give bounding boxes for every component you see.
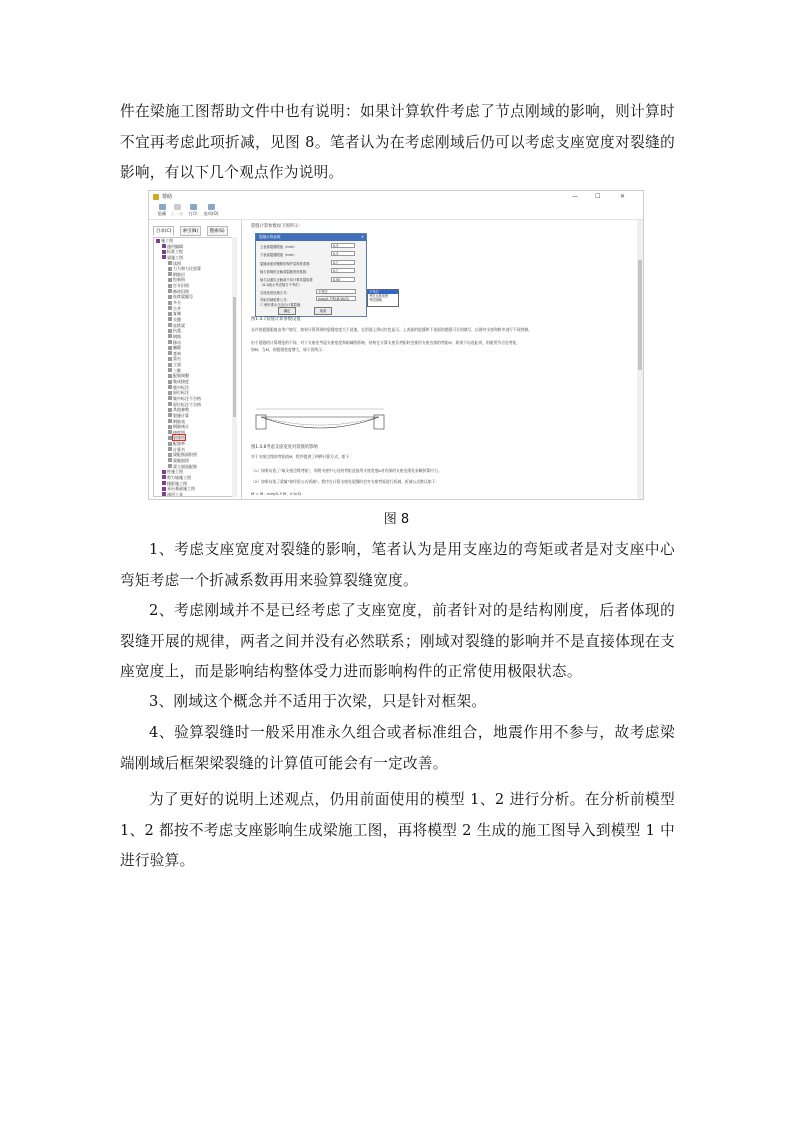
tree-item-label: 集成挠度 [173,379,189,385]
dialog-label: （0-0表示考虑轴力不考虑） [260,283,302,287]
navigation-pane [149,220,242,499]
page-icon [168,261,172,265]
book-icon [162,481,166,485]
dialog-label: 上表面裂缝限值（mm）： [260,245,298,249]
tree-item-label: 钢筋层 [173,271,185,277]
page-icon [168,289,172,293]
dialog-close-icon[interactable]: ✕ [360,235,364,239]
page-icon [168,425,172,429]
dialog-field[interactable]: 0.3 [331,251,355,256]
help-text: （1）如果勾选了"取支座边缘弯矩"，即将支座中心处的弯矩直接用支座宽度b对内部的支座边缘处求解折算内力。 [251,468,442,473]
quasi-permanent-checkbox[interactable]: ☐ 使用准永久组合计算裂缝 [260,303,301,307]
content-heading: 裂缝计算参数如下图所示： [251,224,303,229]
tree-item-label: 楼板施工图 [167,480,187,486]
close-icon[interactable]: ✕ [620,193,626,200]
help-app-icon [153,194,159,200]
dialog-field[interactable]: 0.7 [331,268,355,273]
book-icon [162,244,166,248]
dropdown-option[interactable]: 考虑支座宽度 [369,294,389,298]
page-icon [168,334,172,338]
formula-field[interactable]: max(0.7*M,M-Vb/3) [316,296,356,301]
tree-item-label: 裂缝图 [173,435,185,441]
tree-item-label: 读图 [173,260,181,266]
tree-item-label: 多分 [173,300,181,306]
book-icon [162,470,166,474]
print-icon [190,204,197,210]
page-icon [168,436,172,440]
contents-tree [153,237,233,497]
tree-item-label: 剪力墙施工图 [167,474,191,480]
page-icon [168,442,172,446]
page-icon [168,368,172,372]
tree-item-label: 原位标注不合格 [173,401,201,407]
dropdown-option[interactable]: 不考虑 [368,290,398,294]
dialog-field[interactable]: 0.50 [331,277,355,282]
tree-item-label: 挠度图 [173,429,185,435]
window-titlebar [149,191,643,203]
figure-note: 图1.4.8考虑支座宽度对裂缝的影响 [251,445,318,450]
dialog-label: 裂缝表面到钢筋的保护层厚度系数： [260,262,313,266]
help-text: （2）如果勾选了梁截"按经验公式折减"，程序在计算支座处裂缝时会对支座弯矩进行折减，折减公式默认如下： [251,479,440,484]
tree-item-label: 三维 [173,367,181,373]
hide-button[interactable]: 隐藏 [150,203,174,217]
tree-item-label: 立面 [173,362,181,368]
tree-item-label: 配筋调整 [173,373,189,379]
window-title: 帮助 [162,194,173,200]
dialog-field[interactable]: 0.3 [331,243,355,248]
tree-scrollbar-thumb[interactable] [233,297,236,417]
paragraph-3: 3、刚域这个概念并不适用于次梁，只是针对框架。 [149,693,487,710]
page-icon [168,374,172,378]
tree-item-label: 查询 [173,350,181,356]
paragraph-4: 4、验算裂缝时一般采用准永久组合或者标准组合，地震作用不参与，故考虑梁端刚域后框架梁裂缝的计算值可能会有一定改善。 [120,724,675,772]
page-icon [168,391,172,395]
content-scrollbar-thumb[interactable] [638,260,642,370]
tree-scrollbar[interactable] [232,237,237,497]
tab-index[interactable]: 索引(N) [180,226,202,236]
page-icon [168,447,172,451]
book-icon [162,492,166,496]
tree-item-label: 重名 [173,356,181,362]
tree-item-label: 梁配筋面积图 [173,452,197,458]
support-width-dropdown [367,289,399,307]
help-window-screenshot [148,190,644,500]
tree-item-label: 移动 [173,339,181,345]
page-icon [168,295,172,299]
tree-item-label: 其他参数 [173,407,189,413]
paragraph-5: 为了更好的说明上述观点，仍用前面使用的模型 1、2 进行分析。在分析前模型 1、2 都按不考虑支座影响生成梁施工图，再将模型 2 生成的施工图导入到模型 1 中进行验算。 [120,791,675,869]
page-icon [168,396,172,400]
tree-item-label: 通用工具 [167,491,183,497]
page-icon [168,357,172,361]
dialog-label: 轴力影响的正截面裂缝宽度系数： [260,270,310,274]
help-text: 如M，当M，则裂缝宽度增大，如下图所示： [251,347,326,352]
page-icon [168,385,172,389]
content-pane [242,220,643,499]
tree-item-label: 标准工程 [167,249,183,255]
tree-item-label: 通用编辑 [167,243,183,249]
tree-item-label: 关键 [173,316,181,322]
dialog-titlebar [256,234,366,241]
page-icon [168,458,172,462]
dialog-label: 弯矩折减验算公式： [260,298,290,302]
back-button[interactable]: 上一步 [165,203,189,217]
book-icon [162,255,166,259]
tree-item-label: 修改旧图 [173,288,189,294]
tree-item-label: 梁立面选配筋 [173,463,197,469]
tree-item-label: 连续梁 [173,322,185,328]
tree-item-label: 梁施工图 [167,254,183,260]
tree-item-label: 复制 [173,311,181,317]
tree-item-label: 连续梁编号 [173,294,193,300]
page-icon [168,453,172,457]
paragraph-1: 1、考虑支座宽度对裂缝的影响，笔者认为是用支座边的弯矩或者是对支座中心弯矩考虑一个折减系数再用来验算裂缝宽度。 [120,541,675,589]
tree-item-label: 集中标注 [173,384,189,390]
page-icon [168,267,172,271]
options-button[interactable]: 选项(O) [199,203,223,217]
dropdown-option[interactable]: 考虑刚域 [369,298,382,302]
page-icon [168,430,172,434]
tree-item-label: 梁截面图 [173,457,189,463]
book-icon [162,475,166,479]
tree-item-label: 柱施工图 [167,469,183,475]
tree-item-label: 钢筋统计 [173,424,189,430]
dialog-label: 支座宽度处理方式： [260,291,290,295]
paragraph-2: 2、考虑刚域并不是已经考虑了支座宽度，前者针对的是结构刚度，后者体现的裂缝开展的规律，两者之间并没有必然联系；刚域对裂缝的影响并不是直接体现在支座宽度上，而是影响结构整体受力进而影响构件的正常使用极限状态。 [120,602,675,680]
page-icon [168,284,172,288]
page-icon [168,464,172,468]
page-icon [168,351,172,355]
tree-item-label: 抗震 [173,328,181,334]
cancel-button[interactable]: 取消 [314,307,332,315]
figure-caption: 图 8 [383,512,410,527]
print-button[interactable]: 打印 [181,203,205,217]
page-icon [168,317,172,321]
tree-item-label: 钢筋 [173,333,181,339]
content-scrollbar[interactable] [637,220,643,499]
tree-item-label: 合并 [173,305,181,311]
formula: M = M - min(0.3·M , V·b/3) [251,491,302,496]
page-icon [168,363,172,367]
dialog-label: 轴力双面拉正截面不同计算抗裂验算 [260,278,313,282]
maximize-icon[interactable]: ☐ [595,193,601,200]
beam-deflection-diagram [255,403,385,443]
page-icon [168,419,172,423]
tree-item-label: 绘新图 [173,277,185,283]
tab-contents[interactable]: 目录(C) [153,226,174,236]
paragraph-intro: 件在梁施工图帮助文件中也有说明：如果计算软件考虑了节点刚域的影响，则计算时不宜再考虑此项折减，见图 8。笔者认为在考虑刚域后仍可以考虑支座宽度对裂缝的影响，有以下几个观点作为说明。 [120,103,675,181]
help-toolbar [149,203,643,220]
minimize-icon[interactable]: — [572,193,578,200]
tree-item-label: 施工图 [161,238,173,243]
tree-item-label: 打开旧图 [173,283,189,289]
tree-item-label: 集中标注不合格 [173,395,201,401]
page-icon [168,402,172,406]
help-text: 允许的裂缝限值由用户填写，如果计算得到的裂缝宽度大于此值，在图面上将以红色显示。上表面的裂缝和下表面的裂缝可分别填写，以便对支座和跨中进行不同控制。 [251,327,532,332]
page-icon [168,301,172,305]
tree-item[interactable] [154,492,232,497]
tree-item-label: 钢筋表 [173,418,185,424]
nav-tabs [153,226,232,236]
tab-search[interactable]: 搜索(S) [207,226,228,236]
page-icon [168,278,172,282]
ok-button[interactable]: 确定 [278,307,296,315]
help-text: 由于裂缝的计算理论的不同，对于支座处考虑支座宽度和刚域的影响，结构在计算支座负弯矩时会使用支座边缘的弯矩M，如果不勾选此项，则使用节点处弯矩， [251,340,521,345]
dialog-label: 下表面裂缝限值（mm）： [260,253,298,257]
options-icon [208,204,215,210]
book-icon [162,487,166,491]
tree-item-label: 裂缝计算 [173,412,189,418]
tree-item-label: 删除 [173,345,181,351]
page-icon [168,340,172,344]
help-text: 对于支座边缘的弯矩值M，程序提供了两种计算方式，如下： [251,454,353,459]
back-icon [174,204,181,210]
tree-item-label: 计算书 [173,446,185,452]
page-icon [168,323,172,327]
page-icon [168,312,172,316]
dialog-title: 裂缝计算参数 [259,235,281,239]
book-icon [156,239,160,243]
page-icon [168,306,172,310]
page-icon [168,413,172,417]
dialog-field[interactable]: 0.7 [331,260,355,265]
tree-item-label: 承台基础施工图 [167,486,195,492]
figure-note: 图1.4.7裂缝计算参数设置 [251,317,301,322]
page-icon [168,329,172,333]
book-icon [162,250,166,254]
tree-item-label: 原位标注 [173,390,189,396]
tree-item-label: 力力和力比验算 [173,266,201,272]
crack-params-dialog [255,233,367,317]
support-width-select[interactable]: 不考虑 [316,289,356,294]
tree-item-label: 配筋率 [173,441,185,447]
page-icon [168,346,172,350]
page-icon [168,408,172,412]
page-icon [168,272,172,276]
page-icon [168,380,172,384]
